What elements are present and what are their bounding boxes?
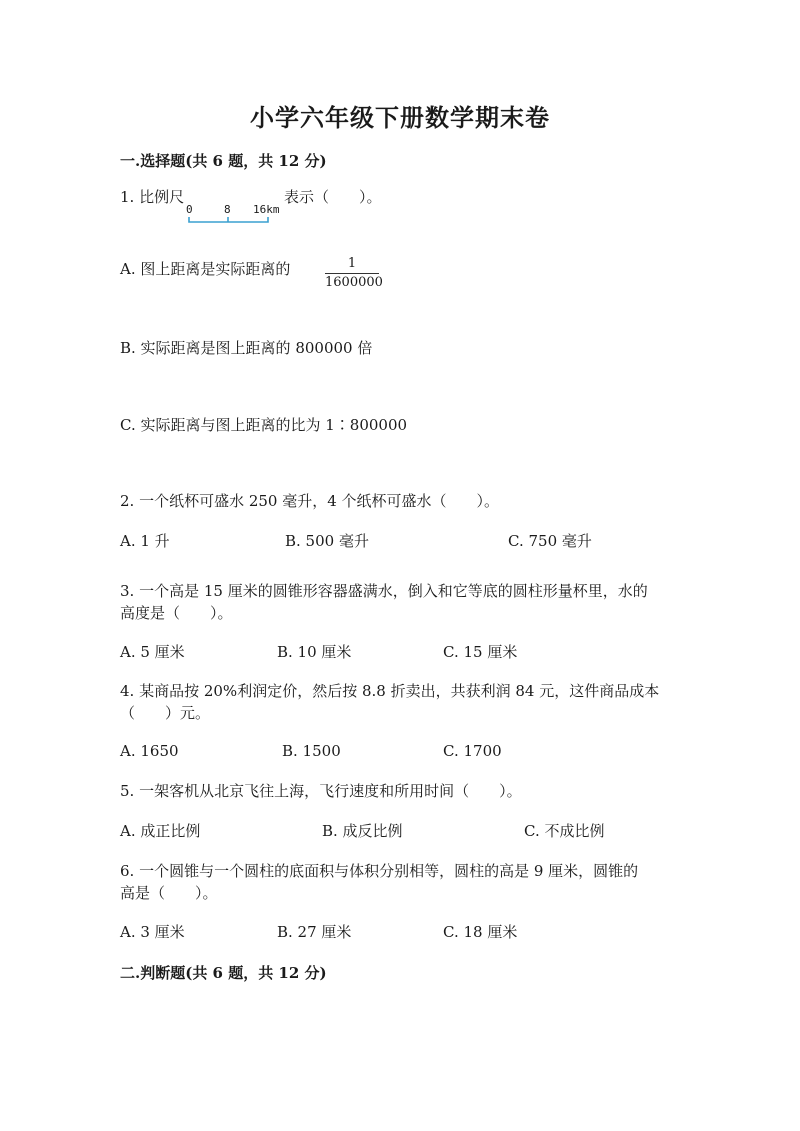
section-heading-choice: 一.选择题(共 6 题，共 12 分) [120, 152, 327, 170]
question-3-option-b: B. 10 厘米 [277, 643, 352, 661]
question-2-stem: 2. 一个纸杯可盛水 250 毫升，4 个纸杯可盛水（ ）。 [120, 492, 500, 510]
question-1-option-c: C. 实际距离与图上距离的比为 1∶800000 [120, 416, 408, 434]
scale-bar-figure [185, 200, 285, 228]
question-4-stem-line1: 4. 某商品按 20%利润定价，然后按 8.8 折卖出，共获利润 84 元，这件商品成本 [120, 682, 660, 700]
scale-bar-line [189, 217, 268, 222]
section-heading-judgment: 二.判断题(共 6 题，共 12 分) [120, 964, 327, 982]
question-3-option-c: C. 15 厘米 [443, 643, 518, 661]
question-5-option-a: A. 成正比例 [120, 822, 201, 840]
question-1-option-b: B. 实际距离是图上距离的 800000 倍 [120, 339, 373, 357]
question-3-stem-line1: 3. 一个高是 15 厘米的圆锥形容器盛满水，倒入和它等底的圆柱形量杯里，水的 [120, 582, 648, 600]
fraction-denominator: 1600000 [325, 275, 383, 290]
scale-label-8: 8 [224, 203, 231, 216]
question-3-stem-line2: 高度是（ ）。 [120, 604, 233, 622]
question-6-stem-line1: 6. 一个圆锥与一个圆柱的底面积与体积分别相等，圆柱的高是 9 厘米，圆锥的 [120, 862, 639, 880]
fraction-numerator: 1 [347, 256, 357, 271]
question-2-option-c: C. 750 毫升 [508, 532, 592, 550]
question-5-option-b: B. 成反比例 [322, 822, 403, 840]
page-title: 小学六年级下册数学期末卷 [250, 103, 550, 132]
question-6-option-c: C. 18 厘米 [443, 923, 518, 941]
question-4-stem-line2: （ ）元。 [120, 704, 211, 722]
scale-label-0: 0 [186, 203, 193, 216]
scale-label-16km: 16km [253, 203, 280, 216]
question-3-option-a: A. 5 厘米 [120, 643, 185, 661]
question-2-option-b: B. 500 毫升 [285, 532, 369, 550]
question-6-option-b: B. 27 厘米 [277, 923, 352, 941]
question-6-option-a: A. 3 厘米 [120, 923, 185, 941]
question-1-stem-start: 1. 比例尺 [120, 188, 185, 206]
question-4-option-a: A. 1650 [120, 742, 179, 760]
fraction-one-over-1600000 [325, 256, 383, 291]
question-4-option-c: C. 1700 [443, 742, 502, 760]
question-5-option-c: C. 不成比例 [524, 822, 605, 840]
question-6-stem-line2: 高是（ ）。 [120, 884, 218, 902]
question-4-option-b: B. 1500 [282, 742, 341, 760]
question-2-option-a: A. 1 升 [120, 532, 170, 550]
question-5-stem: 5. 一架客机从北京飞往上海，飞行速度和所用时间（ ）。 [120, 782, 522, 800]
question-1-stem-end: 表示（ ）。 [284, 188, 382, 206]
question-1-option-a: A. 图上距离是实际距离的 [120, 260, 291, 278]
